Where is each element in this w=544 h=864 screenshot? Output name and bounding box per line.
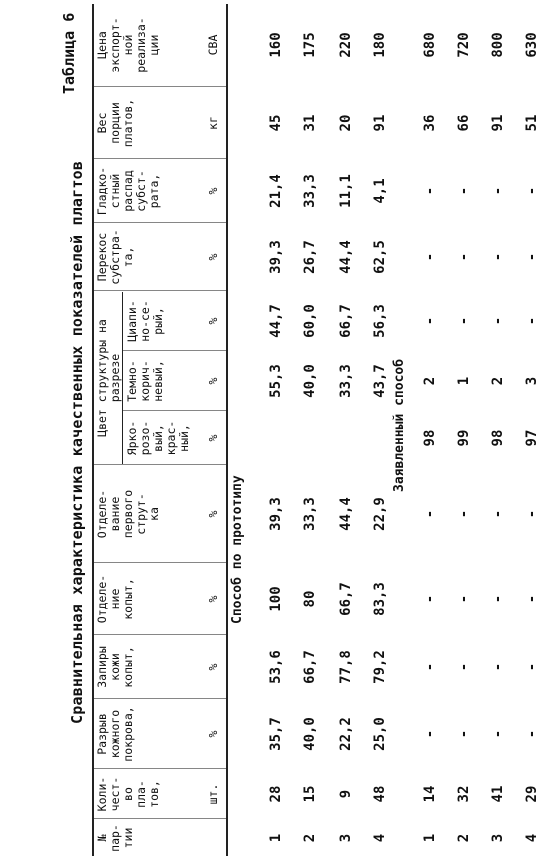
column-divider (92, 562, 226, 563)
table-cell: 1 (456, 376, 472, 386)
table-cell: 91 (372, 114, 388, 132)
table-cell: 32 (456, 785, 472, 803)
table-cell: 21,4 (268, 174, 284, 208)
table-cell: 91 (490, 114, 506, 132)
table-cell: 4 (524, 833, 540, 843)
header-plate-count: Коли- чест- во пла- тов, (95, 776, 161, 812)
header-portion-weight: Вес порции платов, (95, 98, 135, 148)
table-cell: 39,3 (268, 240, 284, 274)
table-cell: - (490, 662, 506, 672)
table-cell: 97 (524, 429, 540, 447)
column-divider (92, 464, 226, 465)
table-cell: 40,0 (302, 364, 318, 398)
table-cell: 4,1 (372, 178, 388, 204)
table-cell: - (422, 186, 438, 196)
column-divider (92, 698, 226, 699)
unit-label: % (206, 510, 220, 518)
table-cell: 77,8 (338, 650, 354, 684)
table-cell: - (490, 316, 506, 326)
table-cell: 33,3 (338, 364, 354, 398)
table-cell: - (456, 662, 472, 672)
table-cell: 99 (456, 429, 472, 447)
section-prototype-method: Способ по прототипу (230, 475, 245, 624)
table-cell: - (422, 594, 438, 604)
table-cell: 2 (490, 376, 506, 386)
header-grey: Циапи- но-се- рый, (125, 300, 165, 342)
table-cell: 45 (268, 114, 284, 132)
unit-label: шт. (206, 783, 220, 805)
table-cell: - (456, 252, 472, 262)
table-cell: 15 (302, 785, 318, 803)
table-cell: 220 (338, 32, 354, 58)
table-cell: 44,4 (338, 497, 354, 531)
table-cell: 79,2 (372, 650, 388, 684)
table-cell: 62,5 (372, 240, 388, 274)
table-cell: - (422, 316, 438, 326)
header-batch-number: № пар- тии (95, 824, 135, 852)
table-cell: 4 (372, 833, 388, 843)
header-dark-brown: Темно- корич- невый, (125, 360, 165, 402)
table-cell: 29 (524, 785, 540, 803)
header-color-group: Цвет структуры на разрезе (95, 319, 122, 437)
table-cell: - (422, 252, 438, 262)
table-cell: 83,3 (372, 582, 388, 616)
table-cell: 800 (490, 32, 506, 58)
header-bottom-rule (226, 4, 228, 856)
table-cell: 720 (456, 32, 472, 58)
header-substrate-decay: Гладко- стный распад субст- рата, (95, 166, 161, 216)
table-cell: 44,7 (268, 304, 284, 338)
table-cell: - (456, 186, 472, 196)
table-cell: - (490, 729, 506, 739)
table-caption: Таблица 6 (60, 12, 78, 94)
unit-label: СВА (206, 34, 220, 56)
table-cell: 1 (422, 833, 438, 843)
header-first-strut: Отделе- вание первого струт- ка (95, 489, 161, 539)
table-cell: 55,3 (268, 364, 284, 398)
column-divider (92, 222, 226, 223)
table-cell: 80 (302, 590, 318, 608)
section-claimed-method: Заявленный способ (392, 358, 407, 492)
table-cell: 44,4 (338, 240, 354, 274)
table-cell: 98 (490, 429, 506, 447)
table-cell: 66,7 (338, 304, 354, 338)
column-divider (92, 768, 226, 769)
table-cell: 28 (268, 785, 284, 803)
table-cell: - (422, 729, 438, 739)
table-cell: 2 (456, 833, 472, 843)
table-cell: 3 (490, 833, 506, 843)
table-cell: 40,0 (302, 717, 318, 751)
unit-label: % (206, 595, 220, 603)
table-cell: - (524, 729, 540, 739)
table-cell: 33,3 (302, 174, 318, 208)
table-title: Сравнительная характеристика качественных показателей плагтов (68, 160, 86, 724)
table-cell: - (524, 186, 540, 196)
header-bright-pink: Ярко- розо- вый, крас- ный, (125, 420, 191, 456)
table-cell: - (524, 662, 540, 672)
table-cell: 2 (422, 376, 438, 386)
unit-label: % (206, 253, 220, 261)
unit-label: % (206, 730, 220, 738)
table-cell: 56,3 (372, 304, 388, 338)
table-cell: 36 (422, 114, 438, 132)
table-cell: 680 (422, 32, 438, 58)
table-cell: 41 (490, 785, 506, 803)
table-cell: - (490, 509, 506, 519)
table-cell: 39,3 (268, 497, 284, 531)
table-cell: - (490, 594, 506, 604)
table-cell: 160 (268, 32, 284, 58)
column-divider (92, 818, 226, 819)
table-cell: - (524, 594, 540, 604)
column-divider (92, 634, 226, 635)
table-cell: 25,0 (372, 717, 388, 751)
table-cell: 100 (268, 586, 284, 612)
table-cell: 22,2 (338, 717, 354, 751)
table-cell: 22,9 (372, 497, 388, 531)
table-cell: 3 (338, 833, 354, 843)
table-cell: - (456, 729, 472, 739)
column-divider (122, 410, 226, 411)
table-cell: 51 (524, 114, 540, 132)
table-cell: 14 (422, 785, 438, 803)
color-group-rule (122, 292, 123, 464)
unit-label: % (206, 434, 220, 442)
table-cell: - (422, 662, 438, 672)
table-cell: 31 (302, 114, 318, 132)
table-cell: - (524, 316, 540, 326)
table-cell: 98 (422, 429, 438, 447)
table-cell: - (524, 509, 540, 519)
table-cell: 33,3 (302, 497, 318, 531)
unit-label: % (206, 317, 220, 325)
table-cell: 630 (524, 32, 540, 58)
table-cell: 180 (372, 32, 388, 58)
table-cell: 3 (524, 376, 540, 386)
column-divider (122, 350, 226, 351)
unit-label: кг (206, 116, 220, 130)
table-top-rule (92, 4, 94, 856)
table-cell: 1 (268, 833, 284, 843)
table-cell: - (456, 316, 472, 326)
unit-label: % (206, 377, 220, 385)
header-hoof-removal: Отделе- ние копыт, (95, 574, 135, 624)
column-divider (92, 86, 226, 87)
unit-label: % (206, 187, 220, 195)
column-divider (92, 158, 226, 159)
table-cell: 20 (338, 114, 354, 132)
table-cell: 66 (456, 114, 472, 132)
header-skin-tear: Разрыв кожного покрова, (95, 706, 135, 762)
table-cell: - (456, 509, 472, 519)
table-cell: 175 (302, 32, 318, 58)
table-cell: 60,0 (302, 304, 318, 338)
header-hoof-skin: Запиры кожи копыт, (95, 646, 135, 688)
table-cell: - (422, 509, 438, 519)
table-cell: 11,1 (338, 174, 354, 208)
column-divider (92, 290, 226, 291)
table-cell: 48 (372, 785, 388, 803)
table-cell: - (524, 252, 540, 262)
table-cell: - (456, 594, 472, 604)
table-cell: 53,6 (268, 650, 284, 684)
table-cell: 2 (302, 833, 318, 843)
table-cell: 35,7 (268, 717, 284, 751)
table-cell: - (490, 186, 506, 196)
table-cell: 9 (338, 789, 354, 799)
unit-label: % (206, 663, 220, 671)
header-export-price: Цена экспорт- ной реализа- ции (95, 17, 161, 73)
table-cell: 66,7 (338, 582, 354, 616)
table-cell: - (490, 252, 506, 262)
header-substrate-skew: Перекос субстра- та, (95, 229, 135, 285)
table-cell: 43,7 (372, 364, 388, 398)
table-cell: 66,7 (302, 650, 318, 684)
table-cell: 26,7 (302, 240, 318, 274)
